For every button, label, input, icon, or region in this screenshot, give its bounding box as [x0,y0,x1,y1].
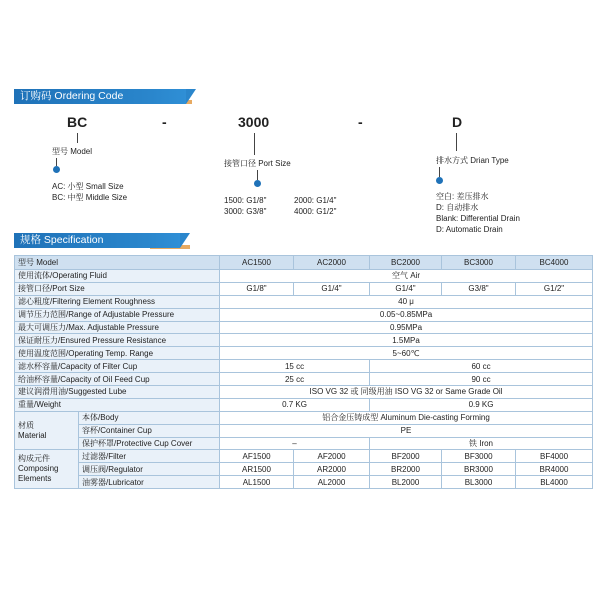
header-bc2000: BC2000 [370,256,442,270]
table-row [15,347,593,360]
row-label-body: 本体/Body [79,411,220,424]
ordering-code-title: 订购码 Ordering Code [20,90,124,102]
port-option-4000: 4000: G1/2" [294,207,337,216]
drain-option-blank-en: Blank: Differential Drain [436,214,520,223]
table-row [15,373,593,386]
table-row [15,463,593,476]
material-label-cn: 材质 [18,420,34,430]
value-port-bc4000: G1/2" [516,282,593,295]
value-comp-lubricator-bc2000: BL2000 [370,476,442,489]
drain-dot [436,177,443,184]
header-model: 型号 Model [15,256,220,270]
value-weight-ac: 0.7 KG [220,398,370,411]
material-group-label [15,411,79,450]
value-comp-lubricator-ac1500: AL1500 [220,476,294,489]
header-bc3000: BC3000 [442,256,516,270]
value-comp-lubricator-bc3000: BL3000 [442,476,516,489]
composing-label-en-2: Elements [18,474,52,484]
value-comp-regulator-bc4000: BR4000 [516,463,593,476]
drain-option-d-en: D: Automatic Drain [436,225,503,234]
model-tick [77,133,78,143]
specification-table [14,255,593,489]
value-oil-cup-ac: 25 cc [220,373,370,386]
value-port-bc2000: G1/4" [370,282,442,295]
port-option-1500: 1500: G1/8" [224,196,267,205]
port-connector [257,170,258,180]
table-row [15,411,593,424]
header-bc4000: BC4000 [516,256,593,270]
code-part-drain: D [452,114,463,130]
composing-group-label [15,450,79,489]
composing-label-en-1: Composing [18,464,59,474]
value-body: 铝合金压铸成型 Aluminum Die-casting Forming [220,411,593,424]
table-row [15,308,593,321]
value-port-bc3000: G3/8" [442,282,516,295]
table-row [15,360,593,373]
drain-option-d-cn: D: 自动排水 [436,203,479,212]
value-comp-regulator-bc2000: BR2000 [370,463,442,476]
value-weight-bc: 0.9 KG [370,398,593,411]
header-ac2000: AC2000 [294,256,370,270]
port-option-2000: 2000: G1/4" [294,196,337,205]
row-label-filter-cup: 滤水杯容量/Capacity of Filter Cup [15,360,220,373]
row-label-weight: 重量/Weight [15,398,220,411]
value-comp-filter-bc2000: BF2000 [370,450,442,463]
value-comp-regulator-ac1500: AR1500 [220,463,294,476]
code-part-dash-2: - [358,114,363,130]
table-row [15,437,593,450]
specification-title: 规格 Specification [20,234,104,246]
value-cover-ac: – [220,437,370,450]
ordering-code-banner [14,89,186,104]
value-comp-filter-bc4000: BF4000 [516,450,593,463]
code-part-port: 3000 [238,114,270,130]
drain-tick [456,133,457,151]
value-container: PE [220,424,593,437]
value-fluid: 空气 Air [220,270,593,283]
composing-label-cn: 构成元件 [18,454,50,464]
header-ac1500: AC1500 [220,256,294,270]
port-option-3000: 3000: G3/8" [224,207,267,216]
row-label-cover: 保护杯罩/Protective Cup Cover [79,437,220,450]
value-port-ac1500: G1/8" [220,282,294,295]
model-dot [53,166,60,173]
row-label-filter: 滤心粗度/Filtering Element Roughness [15,295,220,308]
table-row [15,295,593,308]
value-comp-filter-ac1500: AF1500 [220,450,294,463]
row-label-fluid: 使用流体/Operating Fluid [15,270,220,283]
table-row [15,386,593,399]
table-row [15,334,593,347]
value-filter-cup-ac: 15 cc [220,360,370,373]
value-filter: 40 μ [220,295,593,308]
value-comp-filter-bc3000: BF3000 [442,450,516,463]
table-row [15,450,593,463]
table-row [15,282,593,295]
code-part-dash-1: - [162,114,167,130]
model-label: 型号 Model [52,147,93,156]
value-adjust: 0.05~0.85MPa [220,308,593,321]
specification-banner [14,233,180,248]
row-label-temp: 使用温度范围/Operating Temp. Range [15,347,220,360]
drain-option-blank-cn: 空白: 差压排水 [436,192,489,201]
port-dot [254,180,261,187]
value-comp-lubricator-ac2000: AL2000 [294,476,370,489]
material-label-en: Material [18,430,47,440]
table-row [15,476,593,489]
value-comp-filter-ac2000: AF2000 [294,450,370,463]
value-lube: ISO VG 32 或 同级用油 ISO VG 32 or Same Grade Oil [220,386,593,399]
model-connector [56,158,57,166]
row-label-port: 接管口径/Port Size [15,282,220,295]
row-label-comp-regulator: 调压阀/Regulator [79,463,220,476]
row-label-ensured: 保证耐压力/Ensured Pressure Resistance [15,334,220,347]
row-label-comp-filter: 过滤器/Filter [79,450,220,463]
value-ensured: 1.5MPa [220,334,593,347]
value-port-ac2000: G1/4" [294,282,370,295]
table-row [15,398,593,411]
port-label: 接管口径 Port Size [224,159,291,168]
value-cover-bc: 铁 Iron [370,437,593,450]
value-max-adjust: 0.95MPa [220,321,593,334]
table-row [15,270,593,283]
code-part-model: BC [67,114,88,130]
table-row [15,321,593,334]
row-label-max-adjust: 最大可调压力/Max. Adjustable Pressure [15,321,220,334]
value-temp: 5~60℃ [220,347,593,360]
value-comp-lubricator-bc4000: BL4000 [516,476,593,489]
value-filter-cup-bc: 60 cc [370,360,593,373]
row-label-comp-lubricator: 油雾器/Lubricator [79,476,220,489]
port-tick [254,133,255,155]
table-header-row [15,256,593,270]
value-oil-cup-bc: 90 cc [370,373,593,386]
row-label-oil-cup: 给油杯容量/Capacity of Oil Feed Cup [15,373,220,386]
value-comp-regulator-ac2000: AR2000 [294,463,370,476]
value-comp-regulator-bc3000: BR3000 [442,463,516,476]
row-label-container: 容杯/Container Cup [79,424,220,437]
drain-label: 排水方式 Drian Type [436,156,509,165]
drain-connector [439,167,440,177]
table-row [15,424,593,437]
row-label-lube: 建议润滑用油/Suggested Lube [15,386,220,399]
model-option-ac: AC: 小型 Small Size [52,182,124,191]
row-label-adjust: 调节压力范围/Range of Adjustable Pressure [15,308,220,321]
model-option-bc: BC: 中型 Middle Size [52,193,128,202]
